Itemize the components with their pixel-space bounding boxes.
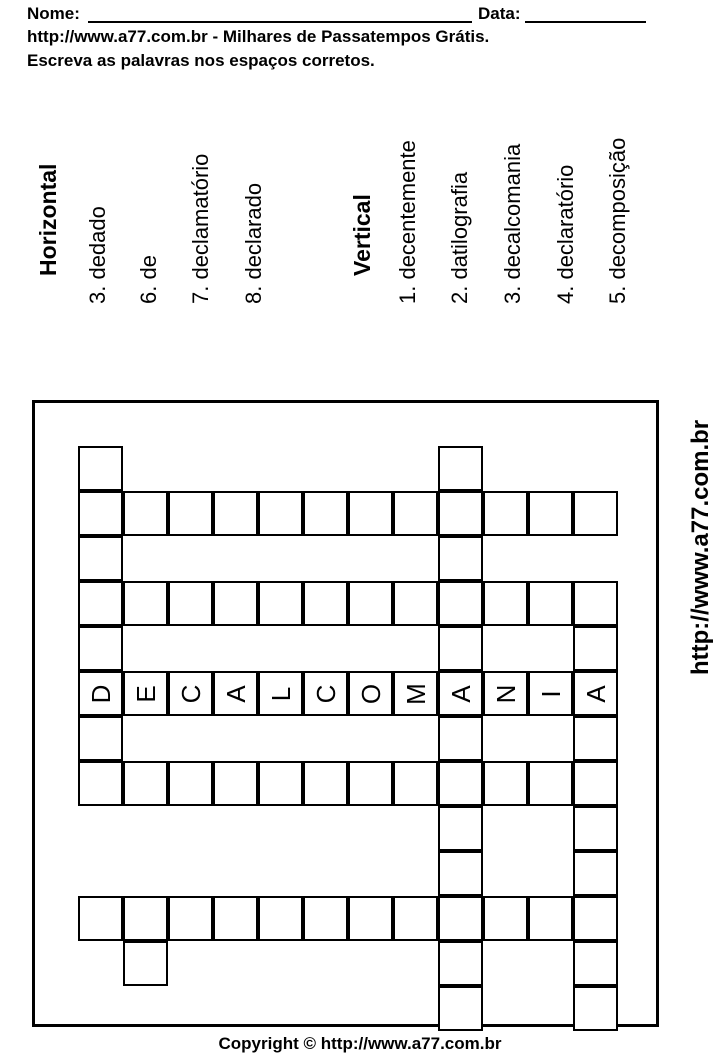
crossword-cell[interactable]: [78, 896, 123, 941]
crossword-cell[interactable]: [213, 896, 258, 941]
crossword-cell[interactable]: [573, 986, 618, 1031]
crossword-cell[interactable]: [438, 806, 483, 851]
date-field-line[interactable]: [525, 21, 646, 23]
crossword-cell[interactable]: [348, 581, 393, 626]
crossword-cell[interactable]: [573, 761, 618, 806]
crossword-cell[interactable]: [123, 581, 168, 626]
crossword-cell[interactable]: [78, 761, 123, 806]
crossword-cell[interactable]: [348, 761, 393, 806]
crossword-cell[interactable]: [528, 491, 573, 536]
crossword-cell[interactable]: [78, 626, 123, 671]
crossword-cell[interactable]: [123, 941, 168, 986]
crossword-cell[interactable]: [393, 761, 438, 806]
vertical-heading: Vertical: [349, 194, 375, 276]
crossword-cell[interactable]: [528, 581, 573, 626]
crossword-cell[interactable]: [168, 581, 213, 626]
name-field-line[interactable]: [88, 21, 472, 23]
crossword-cell[interactable]: [258, 581, 303, 626]
crossword-cell[interactable]: [573, 716, 618, 761]
crossword-cell[interactable]: [573, 581, 618, 626]
crossword-cell[interactable]: [483, 896, 528, 941]
crossword-cell[interactable]: [213, 491, 258, 536]
crossword-cell[interactable]: [528, 761, 573, 806]
crossword-cell[interactable]: [438, 896, 483, 941]
horizontal-clue: 6. de: [136, 255, 161, 304]
crossword-cell[interactable]: [258, 491, 303, 536]
cell-letter: E: [130, 684, 161, 703]
crossword-cell[interactable]: [303, 761, 348, 806]
crossword-cell[interactable]: [258, 761, 303, 806]
cell-letter: I: [535, 689, 566, 698]
crossword-cell[interactable]: [438, 491, 483, 536]
instruction-text: Escreva as palavras nos espaços corretos.: [27, 51, 375, 70]
horizontal-clue: 3. dedado: [85, 206, 110, 304]
crossword-cell[interactable]: [438, 671, 483, 716]
cell-letter: A: [445, 684, 476, 703]
crossword-cell[interactable]: [78, 671, 123, 716]
crossword-cell[interactable]: [213, 671, 258, 716]
crossword-cell[interactable]: [78, 581, 123, 626]
crossword-frame: [32, 400, 659, 1027]
vertical-clue: 3. decalcomania: [500, 143, 525, 304]
crossword-cell[interactable]: [573, 806, 618, 851]
vertical-clue: 4. declaratório: [553, 164, 578, 304]
cell-letter: O: [355, 683, 386, 704]
cell-letter: C: [310, 684, 341, 703]
horizontal-heading: Horizontal: [35, 163, 61, 276]
cell-letter: M: [400, 682, 431, 705]
crossword-cell[interactable]: [213, 581, 258, 626]
crossword-cell[interactable]: [303, 581, 348, 626]
crossword-cell[interactable]: [438, 626, 483, 671]
crossword-cell[interactable]: [528, 671, 573, 716]
crossword-cell[interactable]: [483, 581, 528, 626]
crossword-cell[interactable]: [438, 716, 483, 761]
crossword-cell[interactable]: [573, 491, 618, 536]
crossword-cell[interactable]: [393, 581, 438, 626]
cell-letter: D: [85, 684, 116, 703]
side-url: http://www.a77.com.br: [687, 419, 714, 675]
crossword-cell[interactable]: [393, 896, 438, 941]
crossword-cell[interactable]: [168, 491, 213, 536]
crossword-cell[interactable]: [438, 446, 483, 491]
crossword-cell[interactable]: [348, 896, 393, 941]
cell-letter: A: [220, 684, 251, 703]
crossword-cell[interactable]: [393, 671, 438, 716]
cell-letter: N: [490, 684, 521, 703]
crossword-cell[interactable]: [303, 671, 348, 716]
crossword-cell[interactable]: [303, 896, 348, 941]
cell-letter: A: [580, 684, 611, 703]
crossword-cell[interactable]: [78, 446, 123, 491]
crossword-cell[interactable]: [573, 851, 618, 896]
crossword-cell[interactable]: [483, 761, 528, 806]
crossword-cell[interactable]: [258, 896, 303, 941]
crossword-cell[interactable]: [258, 671, 303, 716]
crossword-cell[interactable]: [573, 896, 618, 941]
site-line: http://www.a77.com.br - Milhares de Passatempos Grátis.: [27, 27, 490, 46]
crossword-cell[interactable]: [438, 941, 483, 986]
crossword-cell[interactable]: [573, 671, 618, 716]
crossword-cell[interactable]: [573, 941, 618, 986]
crossword-cell[interactable]: [78, 536, 123, 581]
cell-letter: C: [175, 684, 206, 703]
crossword-cell[interactable]: [438, 581, 483, 626]
crossword-cell[interactable]: [78, 716, 123, 761]
date-label: Data:: [478, 4, 521, 23]
crossword-cell[interactable]: [438, 986, 483, 1031]
vertical-clue: 5. decomposição: [605, 137, 630, 304]
crossword-cell[interactable]: [213, 761, 258, 806]
crossword-cell[interactable]: [78, 491, 123, 536]
crossword-cell[interactable]: [168, 896, 213, 941]
crossword-cell[interactable]: [573, 626, 618, 671]
crossword-cell[interactable]: [168, 761, 213, 806]
crossword-cell[interactable]: [303, 491, 348, 536]
crossword-cell[interactable]: [438, 761, 483, 806]
crossword-cell[interactable]: [123, 761, 168, 806]
crossword-cell[interactable]: [123, 896, 168, 941]
crossword-cell[interactable]: [393, 491, 438, 536]
crossword-cell[interactable]: [528, 896, 573, 941]
crossword-cell[interactable]: [438, 851, 483, 896]
copyright-footer: Copyright © http://www.a77.com.br: [218, 1034, 502, 1053]
horizontal-clue: 8. declarado: [241, 182, 266, 304]
vertical-clue: 1. decentemente: [395, 140, 420, 304]
crossword-cell[interactable]: [123, 671, 168, 716]
crossword-cell[interactable]: [123, 491, 168, 536]
crossword-cell[interactable]: [168, 671, 213, 716]
crossword-cell[interactable]: [348, 491, 393, 536]
vertical-clue: 2. datilografia: [447, 171, 472, 304]
crossword-cell[interactable]: [483, 491, 528, 536]
crossword-cell[interactable]: [348, 671, 393, 716]
crossword-cell[interactable]: [438, 536, 483, 581]
cell-letter: L: [265, 686, 296, 701]
name-label: Nome:: [27, 4, 80, 23]
crossword-cell[interactable]: [483, 671, 528, 716]
horizontal-clue: 7. declamatório: [188, 153, 213, 304]
